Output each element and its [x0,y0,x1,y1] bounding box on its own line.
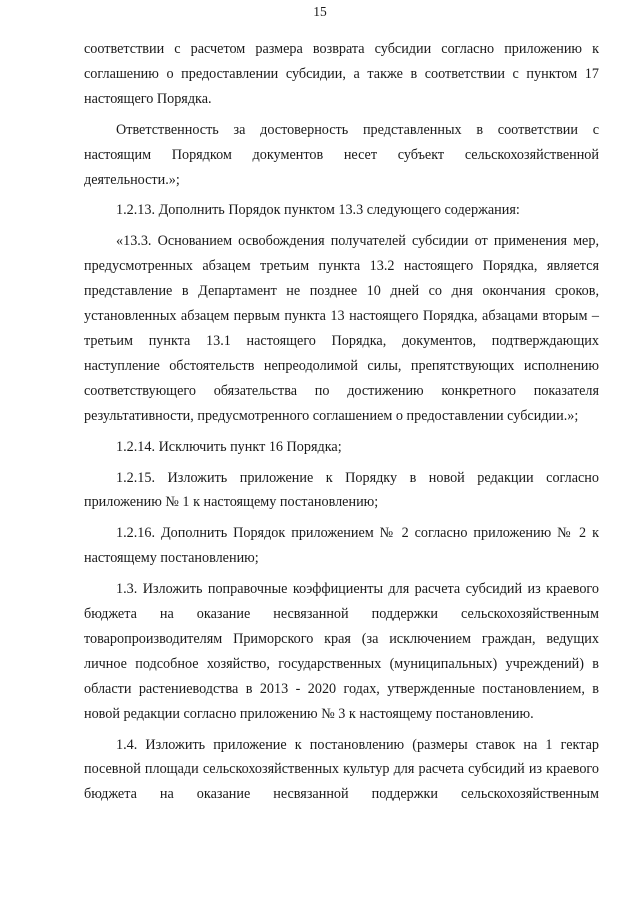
paragraph-1: соответствии с расчетом размера возврата субсидии согласно приложению к соглашению о предоставлении субсидии, а также в соответствии с пунктом 17 настоящего Порядка. [84,41,599,107]
document-body [84,37,599,807]
paragraph-4: «13.3. Основанием освобождения получателей субсидии от применения мер, предусмотренных абзацем третьим пункта 13.2 настоящего Порядка, является представление в Департамент не позднее 10 дней со дня окончания сроков, установленных абзацем первым пункта 13 настоящего Порядка, абзацами вторым – третьим пункта 13.1 настоящего Порядка, документов, подтверждающих наступление обстоятельств непреодолимой силы, препятствующих исполнению соответствующего обязательства по достижению конкретного показателя результативности, предусмотренного соглашением о предоставлении субсидии.»; [84,233,599,424]
paragraph-9: 1.4. Изложить приложение к постановлению (размеры ставок на 1 гектар посевной площади сельскохозяйственных культур для расчета субсидий из краевого бюджета на оказание несвязанной поддержки сельскохозяйственным [84,736,599,803]
paragraph-7: 1.2.16. Дополнить Порядок приложением № 2 согласно приложению № 2 к настоящему постановлению; [84,525,599,567]
paragraph-5: 1.2.14. Исключить пункт 16 Порядка; [116,438,342,455]
paragraph-8: 1.3. Изложить поправочные коэффициенты для расчета субсидий из краевого бюджета на оказание несвязанной поддержки сельскохозяйственным товаропроизводителям Приморского края (за исключением граждан, ведущих личное подсобное хозяйство, государственных (муниципальных) учреждений) в области растениеводства в 2013 - 2020 годах, утвержденные постановлением, в новой редакции согласно приложению № 3 к настоящему постановлению. [84,581,599,722]
paragraph-2: Ответственность за достоверность представленных в соответствии с настоящим Порядком документов несет субъект сельскохозяйственной деятельности.»; [84,121,599,188]
paragraph-6: 1.2.15. Изложить приложение к Порядку в новой редакции согласно приложению № 1 к настоящему постановлению; [84,469,599,511]
paragraph-3: 1.2.13. Дополнить Порядок пунктом 13.3 следующего содержания: [116,202,520,219]
page-number: 15 [313,4,327,19]
